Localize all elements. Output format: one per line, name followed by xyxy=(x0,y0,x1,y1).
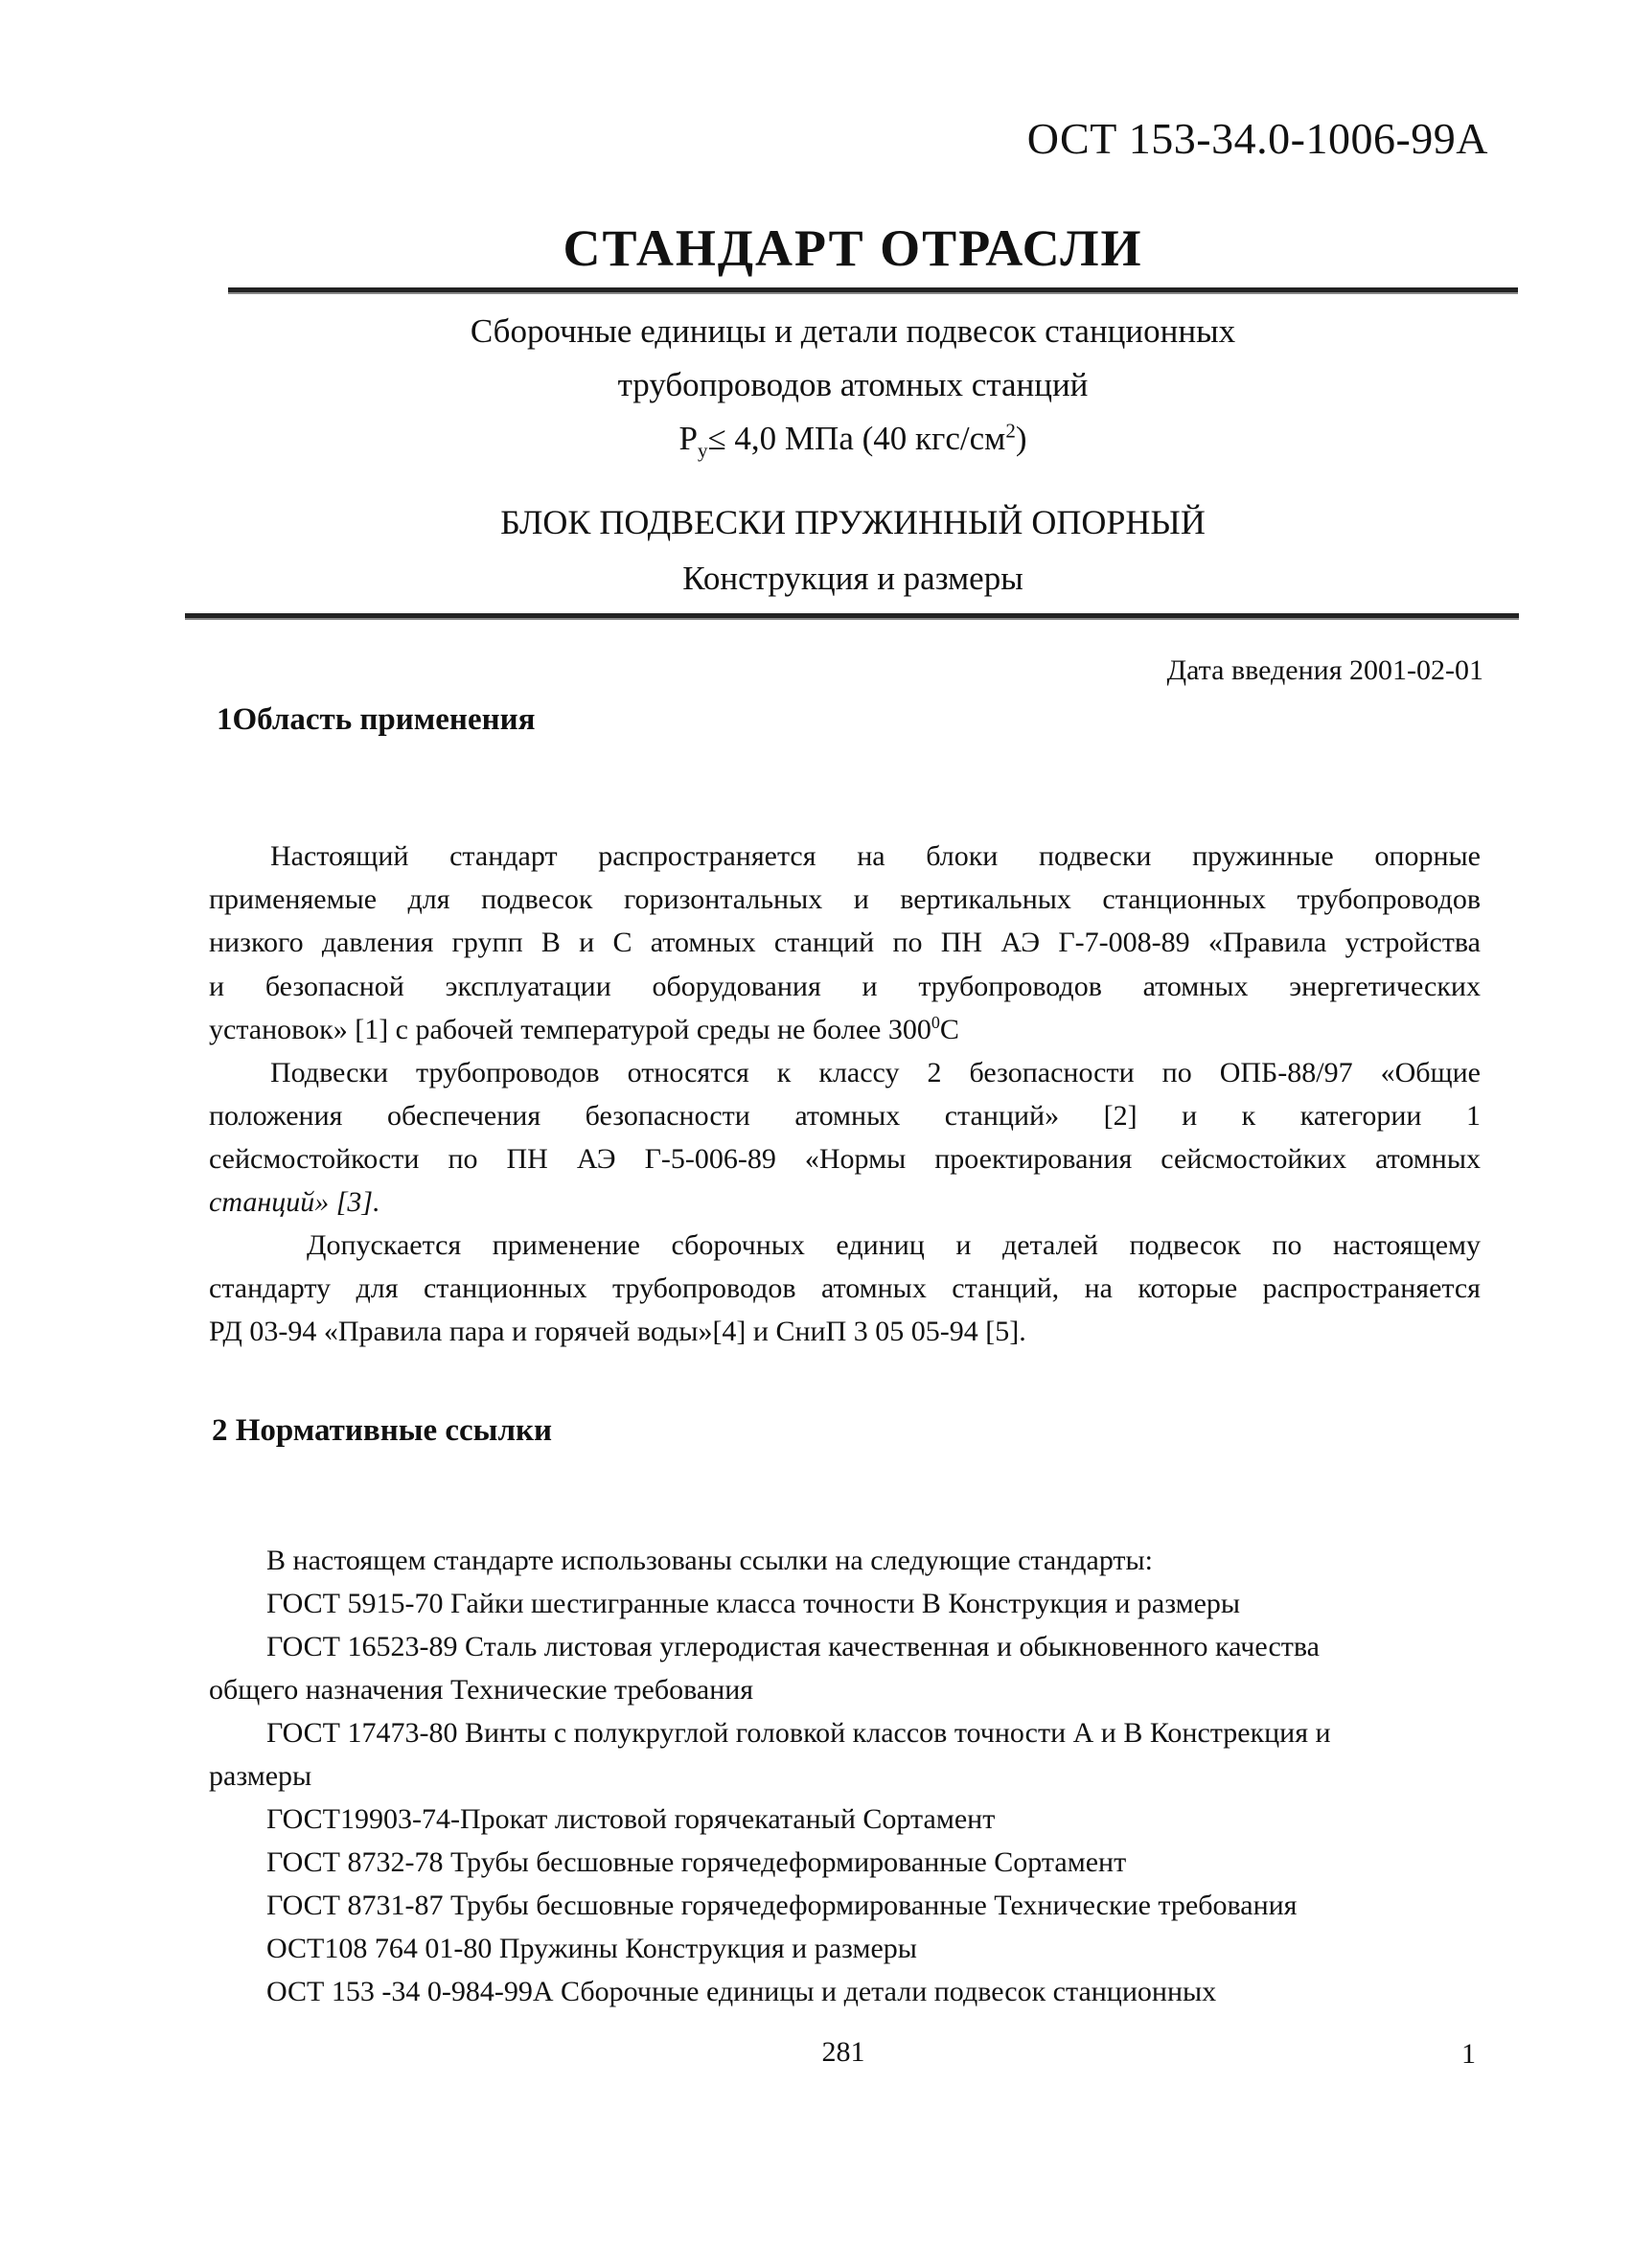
reference-item: ГОСТ 8732-78 Трубы бесшовные горячедеформированные Сортамент xyxy=(266,1846,1127,1878)
scope-p2-line1: Подвески трубопроводов относятся к классу 2 безопасности по ОПБ-88/97 «Общие xyxy=(270,1057,1481,1088)
reference-item: ГОСТ 5915-70 Гайки шестигранные класса точности В Конструкция и размеры xyxy=(266,1588,1241,1619)
block-subtitle: Конструкция и размеры xyxy=(682,560,1023,597)
reference-item: ГОСТ19903-74-Прокат листовой горячекатаный Сортамент xyxy=(266,1803,996,1835)
reference-item: ОСТ 153 -34 0-984-99А Сборочные единицы и детали подвесок станционных xyxy=(266,1976,1217,2007)
scope-p2-line2: положения обеспечения безопасности атомных станций» [2] и к категории 1 xyxy=(209,1100,1481,1132)
scope-p3-line2: стандарту для станционных трубопроводов атомных станций, на которые распространяется xyxy=(209,1272,1481,1304)
pressure-close: ) xyxy=(1015,420,1027,457)
pressure-subscript: у xyxy=(697,439,708,462)
degree-mark: 0 xyxy=(931,1013,940,1032)
reference-item: ОСТ108 764 01-80 Пружины Конструкция и размеры xyxy=(266,1933,917,1964)
scope-p1-line1: Настоящий стандарт распространяется на блоки подвески пружинные опорные xyxy=(270,840,1481,872)
pressure-value: ≤ 4,0 МПа (40 кгс/см xyxy=(707,420,1006,457)
scope-p3-line3: РД 03-94 «Правила пара и горячей воды»[4] и СниП 3 05 05-94 [5]. xyxy=(209,1316,1026,1347)
references-intro: В настоящем стандарте использованы ссылки на следующие стандарты: xyxy=(266,1545,1154,1576)
standard-title: СТАНДАРТ ОТРАСЛИ xyxy=(563,219,1143,277)
sheet-number: 1 xyxy=(1461,2038,1476,2070)
scope-p2-line4: станций» [3]. xyxy=(209,1186,380,1218)
scope-p1-line2: применяемые для подвесок горизонтальных и вертикальных станционных трубопроводов xyxy=(209,883,1481,915)
reference-item: ГОСТ 16523-89 Сталь листовая углеродистая качественная и обыкновенного качества xyxy=(266,1631,1320,1662)
scope-p1-line3: низкого давления групп В и С атомных станций по ПН АЭ Г-7-008-89 «Правила устройства xyxy=(209,927,1481,958)
subtitle-line-2: трубопроводов атомных станций xyxy=(617,366,1089,403)
bottom-divider xyxy=(185,613,1519,620)
references-heading: 2 Нормативные ссылки xyxy=(212,1413,552,1448)
block-title: БЛОК ПОДВЕСКИ ПРУЖИННЫЙ ОПОРНЫЙ xyxy=(500,503,1206,541)
scope-p2-line3: сейсмостойкости по ПН АЭ Г-5-006-89 «Нормы проектирования сейсмостойких атомных xyxy=(209,1143,1481,1175)
temperature-unit: С xyxy=(939,1014,959,1045)
scope-p1-line5-text: установок» [1] с рабочей температурой среды не более 300 xyxy=(209,1014,931,1045)
scope-p3-line1: Допускается применение сборочных единиц и деталей подвесок по настоящему xyxy=(307,1229,1481,1261)
pressure-rating xyxy=(287,412,1418,466)
reference-item-continuation: общего назначения Технические требования xyxy=(209,1674,754,1706)
page-number: 281 xyxy=(821,2036,865,2068)
scope-heading: 1Область применения xyxy=(217,702,536,737)
reference-item: ГОСТ 8731-87 Трубы бесшовные горячедеформированные Технические требования xyxy=(266,1890,1298,1921)
scope-p1-line5 xyxy=(209,1014,959,1046)
subtitle-line-1: Сборочные единицы и детали подвесок станционных xyxy=(470,312,1236,350)
reference-item: ГОСТ 17473-80 Винты с полукруглой головкой классов точности А и В Констрекция и xyxy=(266,1717,1331,1749)
top-divider xyxy=(228,287,1518,294)
reference-item-continuation: размеры xyxy=(209,1760,312,1792)
pressure-symbol: P xyxy=(678,420,698,457)
document-code: ОСТ 153-34.0-1006-99А xyxy=(1026,114,1488,163)
pressure-superscript: 2 xyxy=(1005,419,1016,443)
introduction-date: Дата введения 2001-02-01 xyxy=(1166,654,1483,686)
scope-p1-line4: и безопасной эксплуатации оборудования и трубопроводов атомных энергетических xyxy=(209,971,1481,1002)
